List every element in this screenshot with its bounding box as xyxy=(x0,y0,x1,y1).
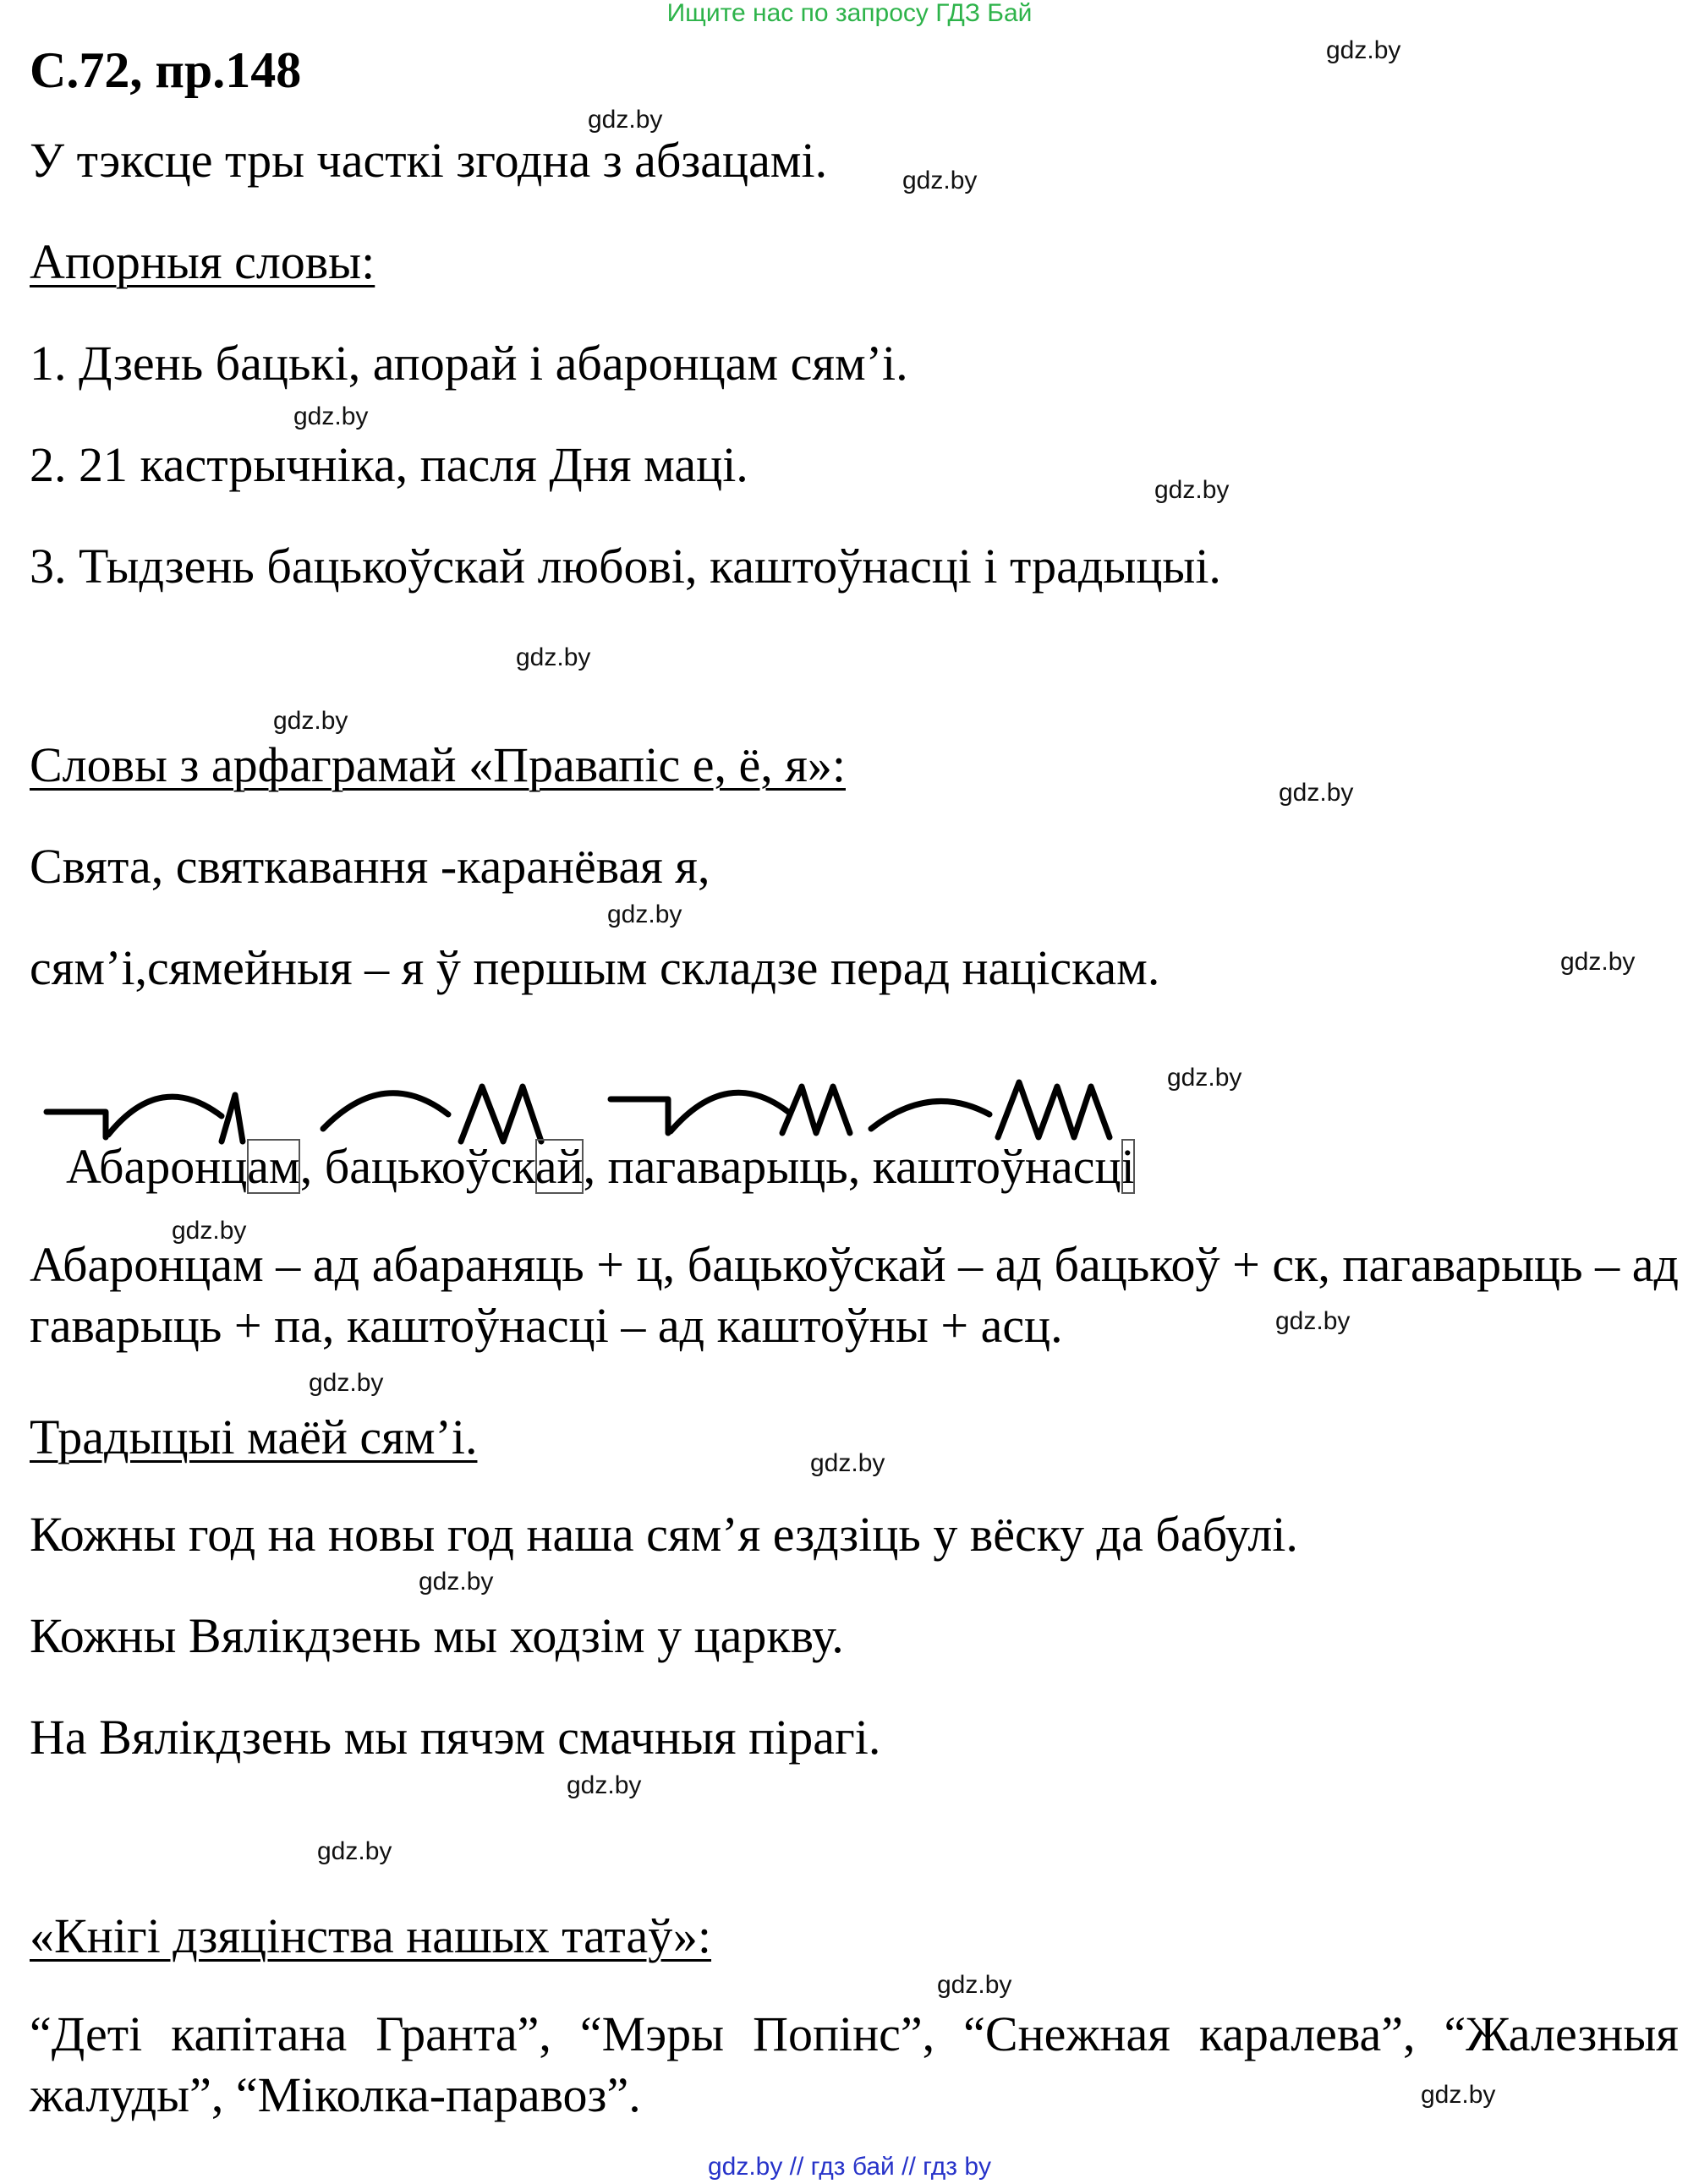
word-stem: бацькоўск xyxy=(324,1139,535,1194)
watermark: gdz.by xyxy=(419,1568,494,1596)
list-item: 3. Тыдзень бацькоўскай любові, каштоўнасці і традыцыі. xyxy=(30,539,1221,594)
heading-traditions: Традыцыі маёй сям’і. xyxy=(30,1409,478,1464)
watermark: gdz.by xyxy=(937,1971,1012,1999)
footer-links[interactable]: gdz.by // гдз бай // гдз by xyxy=(707,2153,992,2181)
root-arc xyxy=(323,1093,448,1129)
watermark: gdz.by xyxy=(172,1217,247,1245)
watermark: gdz.by xyxy=(1421,2081,1496,2109)
watermark: gdz.by xyxy=(293,402,369,430)
word-ending: ам xyxy=(247,1139,300,1194)
separator: , xyxy=(847,1139,873,1194)
watermark: gdz.by xyxy=(588,106,663,134)
morphemic-words xyxy=(66,1137,1135,1196)
tradition-line: Кожны год на новы год наша сям’я ездзіць у вёску да бабулі. xyxy=(30,1507,1298,1562)
heading-books: «Кнігі дзяцінства нашых татаў»: xyxy=(30,1908,712,1963)
watermark: gdz.by xyxy=(516,643,591,671)
prefix-mark xyxy=(47,1112,106,1137)
orthogram-line: Свята, святкавання -каранёвая я, xyxy=(30,839,710,894)
word-ending: ай xyxy=(534,1139,584,1194)
suffix-mark xyxy=(222,1095,243,1141)
separator: , xyxy=(299,1139,325,1194)
word: пагаварыць xyxy=(607,1139,848,1194)
watermark: gdz.by xyxy=(1167,1064,1242,1092)
watermark: gdz.by xyxy=(317,1837,392,1865)
suffix-mark xyxy=(998,1082,1110,1137)
books-paragraph: “Деті капітана Гранта”, “Мэры Попінс”, “Снежная каралева”, “Жалезныя жалуды”, “Міколка-паравоз”. xyxy=(30,2006,1679,2122)
root-arc xyxy=(108,1097,222,1135)
separator: , xyxy=(583,1139,608,1194)
watermark: gdz.by xyxy=(273,707,348,735)
watermark: gdz.by xyxy=(902,167,978,194)
watermark: gdz.by xyxy=(1154,476,1230,504)
derivation-paragraph: Абаронцам – ад абараняць + ц, бацькоўскай – ад бацькоў + ск, пагаварыць – ад гаварыць + па, каштоўнасці – ад каштоўны + асц. xyxy=(30,1237,1679,1353)
watermark: gdz.by xyxy=(1275,1307,1351,1335)
top-banner[interactable]: Ищите нас по запросу ГДЗ Бай xyxy=(666,0,1033,27)
orthogram-line: сям’і,сямейныя – я ў першым складзе перад націскам. xyxy=(30,940,1160,995)
suffix-mark xyxy=(782,1087,850,1133)
watermark: gdz.by xyxy=(1560,948,1636,976)
prefix-mark xyxy=(611,1099,668,1133)
root-arc xyxy=(871,1101,989,1129)
word-stem: Абаронц xyxy=(66,1139,248,1194)
tradition-line: Кожны Вялікдзень мы ходзім у царкву. xyxy=(30,1608,844,1663)
heading-orthogram: Словы з арфаграмай «Правапіс е, ё, я»: xyxy=(30,737,846,792)
root-arc xyxy=(671,1092,788,1131)
suffix-mark xyxy=(461,1087,541,1141)
page-title: С.72, пр.148 xyxy=(30,42,302,98)
watermark: gdz.by xyxy=(1326,36,1401,64)
word-stem: каштоўнасц xyxy=(872,1139,1121,1194)
tradition-line: На Вялікдзень мы пячэм смачныя пірагі. xyxy=(30,1710,881,1765)
watermark: gdz.by xyxy=(567,1771,642,1799)
list-item: 1. Дзень бацькі, апорай і абаронцам сям’і. xyxy=(30,336,908,391)
watermark: gdz.by xyxy=(810,1449,885,1477)
heading-key-words: Апорныя словы: xyxy=(30,234,375,289)
word-ending: і xyxy=(1121,1139,1135,1194)
list-item: 2. 21 кастрычніка, пасля Дня маці. xyxy=(30,437,748,492)
watermark: gdz.by xyxy=(1279,779,1354,807)
watermark: gdz.by xyxy=(607,900,682,928)
paragraph-parts: У тэксце тры часткі згодна з абзацамі. xyxy=(30,133,828,188)
watermark: gdz.by xyxy=(309,1369,384,1397)
